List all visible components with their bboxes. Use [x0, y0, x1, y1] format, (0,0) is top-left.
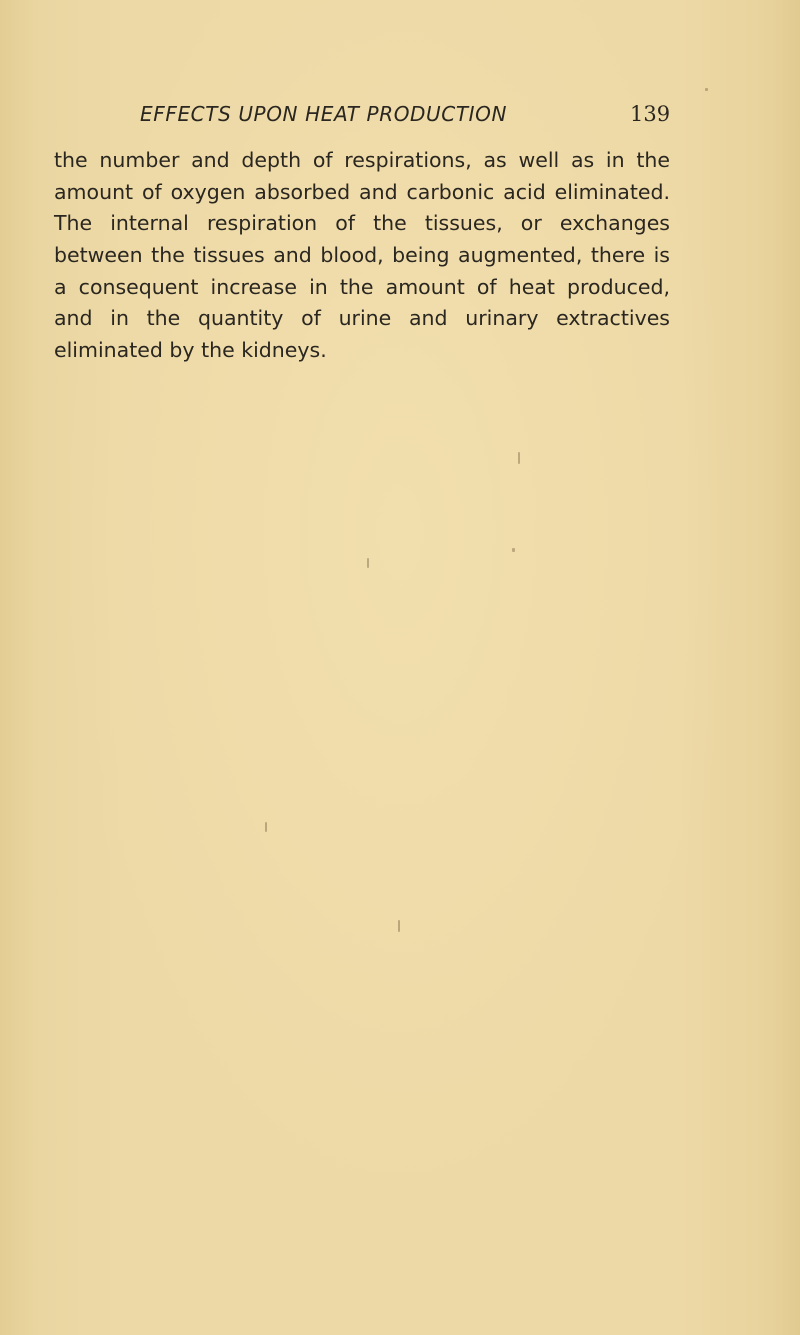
text-line: and in the quantity of urine and urinary extractives — [54, 306, 670, 331]
paper-speck — [512, 548, 515, 552]
paper-speck — [398, 920, 400, 932]
paper-speck — [518, 452, 520, 464]
text-line: between the tissues and blood, being augmented, there is — [54, 243, 670, 268]
page-number: 139 — [630, 102, 671, 126]
paper-speck — [705, 88, 708, 91]
text-line: The internal respiration of the tissues, or exchanges — [54, 211, 670, 236]
text-line: the number and depth of respirations, as well as in the — [54, 148, 670, 172]
body-paragraph — [54, 145, 670, 367]
running-head: EFFECTS UPON HEAT PRODUCTION — [140, 102, 508, 126]
paper-speck — [265, 822, 267, 832]
text-line: eliminated by the kidneys. — [54, 338, 327, 363]
paper-speck — [367, 558, 369, 568]
text-line: a consequent increase in the amount of heat produced, — [54, 274, 670, 299]
text-line: amount of oxygen absorbed and carbonic acid eliminated. — [54, 179, 670, 204]
